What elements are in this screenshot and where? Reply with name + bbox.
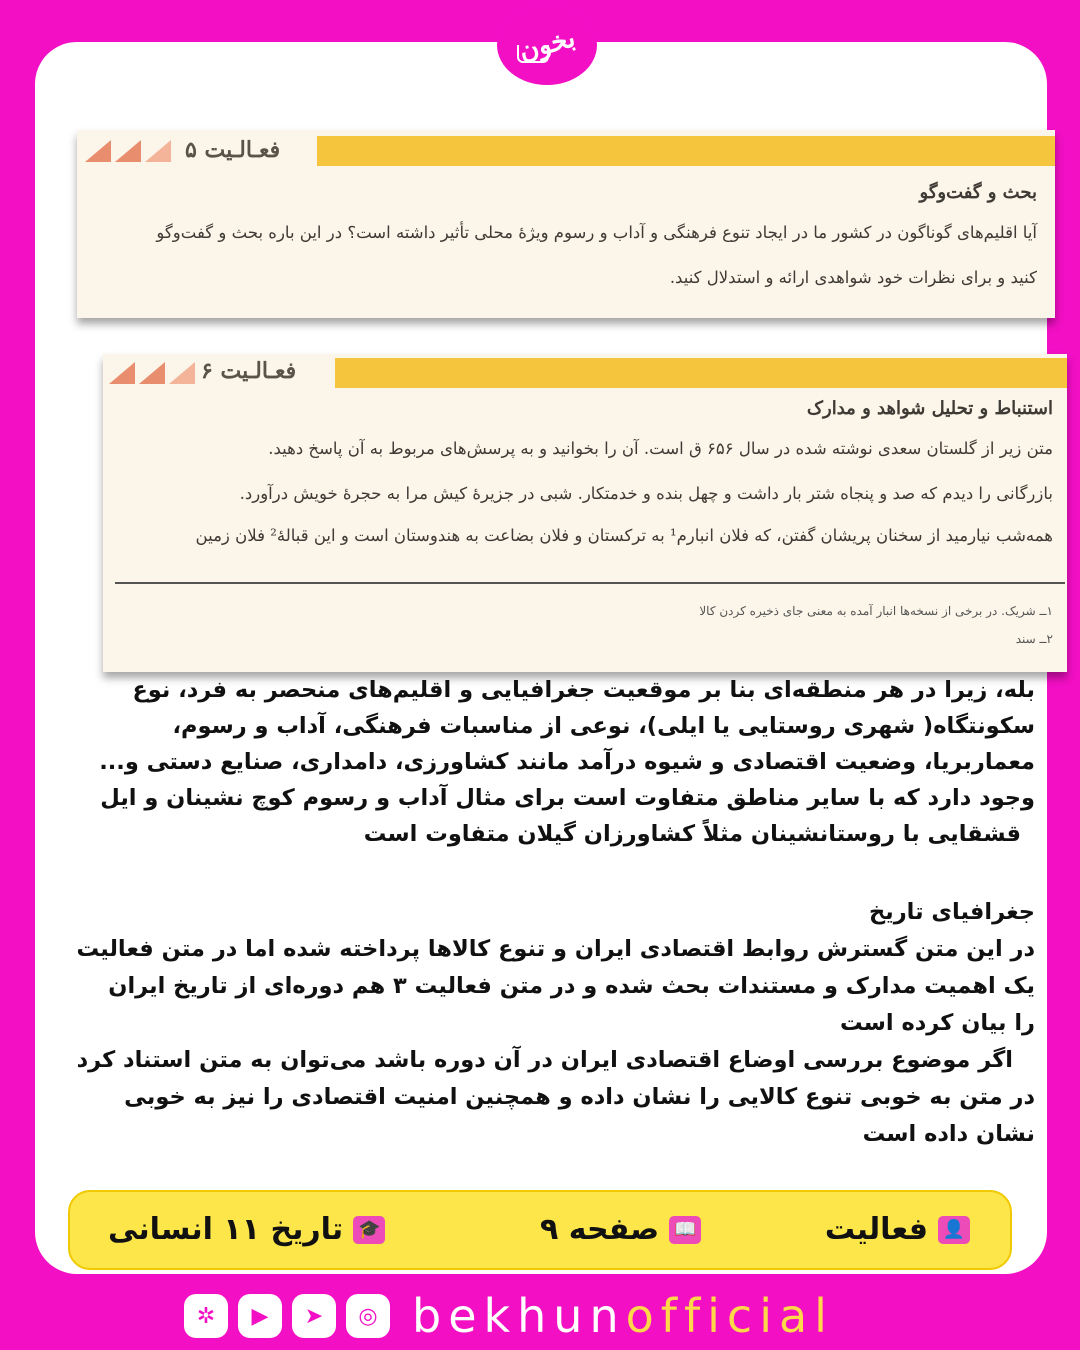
activity-5-subheading: بحث و گفت‌وگو [919,182,1037,203]
activity-6-title: فعـالـیت ۶ [201,358,297,384]
activity-5-excerpt [77,130,1055,318]
book-icon: 📖 [669,1216,701,1244]
activity-5-title-band [317,136,1055,166]
page-label: صفحه ۹ [540,1212,660,1247]
triangle-decor-icon [85,140,111,162]
brand-name[interactable] [412,1289,834,1343]
answer-line: معماربریا، وضعیت اقتصادی و شیوه درآمد مانند کشاورزی، دامداری، صنایع دستی و... [99,749,1035,775]
person-icon: 👤 [938,1216,970,1244]
triangle-decor-icon [109,362,135,384]
instagram-icon[interactable]: ◎ [346,1294,390,1338]
activity-label-item [825,1212,970,1247]
triangle-decor-icon [139,362,165,384]
answer-subtitle: جغرافیای تاریخ [869,899,1035,925]
answer-line: قشقایی با روستانشینان مثلاً کشاورزان گیلان متفاوت است [363,821,1021,847]
activity-6-line: بازرگانی را دیدم که صد و پنجاه شتر بار داشت و چهل بنده و خدمتکار. شبی در جزیرهٔ کیش مرا به حجرهٔ خویش درآورد. [239,484,1053,503]
subject-label: تاریخ ۱۱ انسانی [108,1212,344,1247]
social-bar [184,1290,834,1342]
bekhun-logo: بخون [497,5,597,85]
answer-paragraph-1 [60,672,1035,852]
answer-paragraph-2 [60,894,1035,1153]
activity-5-title: فعـالـیت ۵ [185,137,281,163]
triangle-decor-icon [145,140,171,162]
triangle-decor-icon [115,140,141,162]
footnote: ۱ــ شریک. در برخی از نسخه‌ها انبار آمده به معنی جای ذخیره کردن کالا [699,604,1053,618]
brand-part-1: bekhun [412,1289,626,1343]
answer-line: بله، زیرا در هر منطقه‌ای بنا بر موقعیت جغرافیایی و اقلیم‌های منحصر به فرد، نوع [132,677,1035,703]
info-bar [68,1190,1012,1270]
answer-line: یک اهمیت مدارک و مستندات بحث شده و در متن فعالیت ۳ هم دوره‌ای از تاریخ ایران [108,973,1035,999]
activity-6-subheading: استنباط و تحلیل شواهد و مدارک [806,398,1053,419]
activity-6-line: متن زیر از گلستان سعدی نوشته شده در سال ۶۵۶ ق است. آن را بخوانید و به پرسش‌های مربوط به آن پاسخ دهید. [268,439,1053,458]
triangle-decor-icon [169,362,195,384]
activity-6-line: همه‌شب نیارمید از سخنان پریشان گفتن، که فلان انبارم¹ به ترکستان و فلان بضاعت به هندوستان است و این قبالهٔ² فلان زمین [195,526,1053,545]
activity-5-line: آیا اقلیم‌های گوناگون در کشور ما در ایجاد تنوع فرهنگی و آداب و رسوم ویژهٔ محلی تأثیر داشته است؟ در این باره بحث و گفت‌وگو [156,223,1037,242]
answer-line: را بیان کرده است [839,1010,1035,1036]
film-reel-icon[interactable]: ✲ [184,1294,228,1338]
answer-line: در این متن گسترش روابط اقتصادی ایران و تنوع کالاها پرداخته شده اما در متن فعالیت [76,936,1035,962]
footnote-divider [115,582,1065,584]
activity-6-title-band [335,358,1067,388]
activity-label: فعالیت [824,1212,928,1247]
footnote: ۲ــ سند [1015,632,1053,646]
youtube-icon[interactable]: ▶ [238,1294,282,1338]
subject-label-item [108,1212,385,1247]
activity-5-line: کنید و برای نظرات خود شواهدی ارائه و استدلال کنید. [669,268,1037,287]
activity-6-excerpt [103,354,1067,672]
answer-line: سکونتگاه( شهری روستایی یا ایلی)، نوعی از مناسبات فرهنگی، آداب و رسوم، [172,713,1035,739]
graduation-cap-icon: 🎓 [353,1216,385,1244]
brand-part-2: official [625,1289,834,1343]
answer-line: اگر موضوع بررسی اوضاع اقتصادی ایران در آن دوره باشد می‌توان به متن استناد کرد [76,1047,1013,1073]
page-label-item [540,1212,701,1247]
telegram-icon[interactable]: ➤ [292,1294,336,1338]
answer-line: در متن به خوبی تنوع کالایی را نشان داده و همچنین امنیت اقتصادی را نیز به خوبی [124,1084,1035,1110]
answer-line: وجود دارد که با سایر مناطق متفاوت است برای مثال آداب و رسوم کوچ نشینان و ایل [100,785,1035,811]
answer-line: نشان داده است [862,1121,1035,1147]
